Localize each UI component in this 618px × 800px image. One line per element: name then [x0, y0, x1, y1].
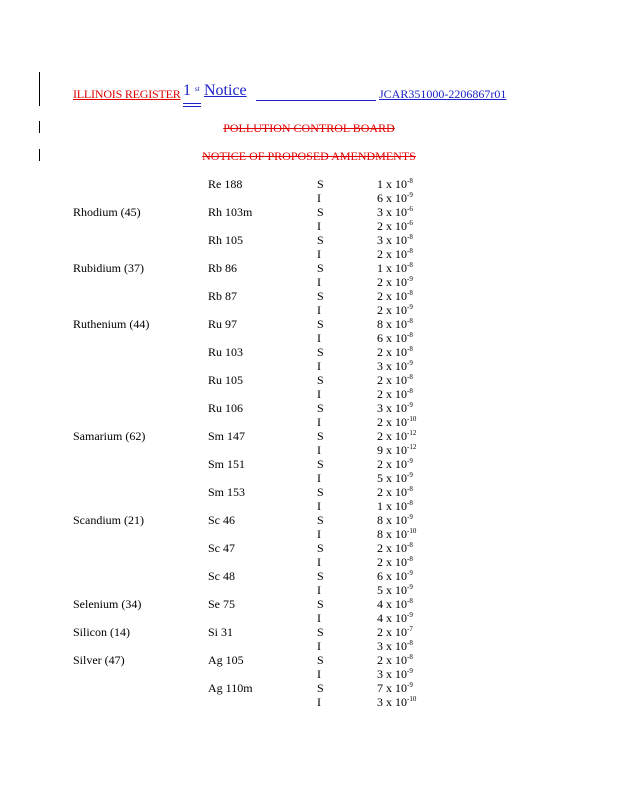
concentration-value: [377, 374, 413, 387]
concentration-value: [377, 584, 413, 597]
value-exponent: -8: [407, 247, 413, 255]
page-header: [73, 82, 593, 108]
concentration-value: [377, 500, 413, 513]
nuclide: Rh 103m: [208, 205, 253, 219]
value-mantissa: 8 x 10: [377, 317, 407, 331]
value-mantissa: 3 x 10: [377, 205, 407, 219]
nuclide: Sm 151: [208, 457, 246, 471]
solubility-class: S: [317, 485, 324, 499]
value-exponent: -9: [407, 401, 413, 409]
table-row: [0, 220, 618, 234]
table-row: [0, 304, 618, 318]
value-mantissa: 3 x 10: [377, 359, 407, 373]
solubility-class: I: [317, 499, 321, 513]
agency-heading: POLLUTION CONTROL BOARD: [223, 121, 395, 135]
concentration-value: [377, 388, 413, 401]
value-mantissa: 1 x 10: [377, 261, 407, 275]
value-mantissa: 3 x 10: [377, 667, 407, 681]
concentration-value: [377, 304, 413, 317]
value-exponent: -9: [407, 359, 413, 367]
solubility-class: I: [317, 555, 321, 569]
double-underline: [183, 103, 201, 104]
solubility-class: S: [317, 569, 324, 583]
solubility-class: I: [317, 583, 321, 597]
nuclide: Se 75: [208, 597, 235, 611]
solubility-class: S: [317, 205, 324, 219]
concentration-value: [377, 556, 413, 569]
solubility-class: I: [317, 639, 321, 653]
solubility-class: S: [317, 401, 324, 415]
solubility-class: S: [317, 457, 324, 471]
value-mantissa: 3 x 10: [377, 401, 407, 415]
concentration-value: [377, 290, 413, 303]
concentration-value: [377, 514, 413, 527]
concentration-value: [377, 542, 413, 555]
edition-suffix: st: [195, 85, 200, 93]
value-mantissa: 2 x 10: [377, 289, 407, 303]
concentration-value: [377, 598, 413, 611]
table-row: [0, 192, 618, 206]
value-exponent: -9: [407, 513, 413, 521]
nuclide: Ru 106: [208, 401, 244, 415]
value-exponent: -9: [407, 667, 413, 675]
table-row: [0, 668, 618, 682]
solubility-class: S: [317, 345, 324, 359]
table-row: [0, 206, 618, 220]
value-exponent: -9: [407, 191, 413, 199]
concentration-value: [377, 402, 413, 415]
concentration-value: [377, 626, 413, 639]
value-mantissa: 4 x 10: [377, 597, 407, 611]
concentration-value: [377, 696, 416, 709]
table-row: [0, 584, 618, 598]
header-rule: [256, 100, 376, 101]
register-title: ILLINOIS REGISTER: [73, 87, 181, 101]
concentration-value: [377, 332, 413, 345]
value-exponent: -8: [407, 541, 413, 549]
concentration-value: [377, 682, 413, 695]
solubility-class: I: [317, 443, 321, 457]
value-exponent: -7: [407, 625, 413, 633]
nuclide: Ru 103: [208, 345, 244, 359]
value-mantissa: 2 x 10: [377, 625, 407, 639]
nuclide: Sc 46: [208, 513, 235, 527]
table-row: [0, 570, 618, 584]
value-exponent: -10: [407, 527, 417, 535]
value-exponent: -9: [407, 275, 413, 283]
nuclide: Ru 97: [208, 317, 238, 331]
concentration-value: [377, 570, 413, 583]
concentration-value: [377, 360, 413, 373]
value-exponent: -9: [407, 583, 413, 591]
table-row: [0, 234, 618, 248]
value-mantissa: 2 x 10: [377, 247, 407, 261]
value-mantissa: 5 x 10: [377, 471, 407, 485]
value-mantissa: 2 x 10: [377, 541, 407, 555]
nuclide: Ag 110m: [208, 681, 253, 695]
solubility-class: I: [317, 359, 321, 373]
solubility-class: S: [317, 233, 324, 247]
nuclide: Sc 48: [208, 569, 235, 583]
value-mantissa: 1 x 10: [377, 177, 407, 191]
edition-number: 1: [183, 82, 191, 99]
concentration-value: [377, 248, 413, 261]
value-mantissa: 2 x 10: [377, 373, 407, 387]
concentration-value: [377, 318, 413, 331]
value-mantissa: 2 x 10: [377, 485, 407, 499]
value-exponent: -8: [407, 387, 413, 395]
solubility-class: I: [317, 331, 321, 345]
change-bar: [39, 72, 40, 106]
table-row: [0, 598, 618, 612]
value-mantissa: 1 x 10: [377, 499, 407, 513]
nuclide: Ru 105: [208, 373, 244, 387]
table-row: [0, 276, 618, 290]
solubility-class: S: [317, 653, 324, 667]
concentration-value: [377, 654, 413, 667]
solubility-class: I: [317, 191, 321, 205]
solubility-class: I: [317, 527, 321, 541]
concentration-value: [377, 206, 413, 219]
table-row: [0, 388, 618, 402]
value-mantissa: 2 x 10: [377, 429, 407, 443]
table-row: [0, 556, 618, 570]
value-exponent: -6: [407, 205, 413, 213]
nuclide: Re 188: [208, 177, 243, 191]
element-name: Samarium (62): [73, 429, 146, 443]
concentration-value: [377, 472, 413, 485]
solubility-class: S: [317, 317, 324, 331]
concentration-value: [377, 640, 413, 653]
concentration-value: [377, 276, 413, 289]
nuclide: Sm 147: [208, 429, 246, 443]
table-row: [0, 402, 618, 416]
value-exponent: -8: [407, 317, 413, 325]
value-mantissa: 2 x 10: [377, 345, 407, 359]
table-row: [0, 640, 618, 654]
solubility-class: S: [317, 177, 324, 191]
double-underline: [183, 106, 201, 107]
table-row: [0, 612, 618, 626]
value-mantissa: 7 x 10: [377, 681, 407, 695]
table-row: [0, 472, 618, 486]
table-row: [0, 430, 618, 444]
value-exponent: -8: [407, 485, 413, 493]
value-mantissa: 2 x 10: [377, 275, 407, 289]
value-mantissa: 3 x 10: [377, 639, 407, 653]
value-exponent: -8: [407, 555, 413, 563]
table-row: [0, 416, 618, 430]
nuclide: Sm 153: [208, 485, 246, 499]
value-exponent: -8: [407, 331, 413, 339]
value-mantissa: 2 x 10: [377, 387, 407, 401]
value-exponent: -8: [407, 289, 413, 297]
value-mantissa: 2 x 10: [377, 303, 407, 317]
solubility-class: I: [317, 303, 321, 317]
element-name: Scandium (21): [73, 513, 144, 527]
table-row: [0, 178, 618, 192]
nuclide: Ag 105: [208, 653, 244, 667]
solubility-class: S: [317, 261, 324, 275]
value-mantissa: 2 x 10: [377, 555, 407, 569]
value-mantissa: 8 x 10: [377, 513, 407, 527]
table-row: [0, 626, 618, 640]
solubility-class: S: [317, 681, 324, 695]
value-exponent: -9: [407, 471, 413, 479]
table-row: [0, 528, 618, 542]
element-name: Rubidium (37): [73, 261, 144, 275]
table-row: [0, 486, 618, 500]
table-row: [0, 346, 618, 360]
value-exponent: -10: [407, 415, 417, 423]
table-row: [0, 248, 618, 262]
value-mantissa: 2 x 10: [377, 457, 407, 471]
concentration-value: [377, 612, 413, 625]
table-row: [0, 318, 618, 332]
nuclide: Rb 86: [208, 261, 238, 275]
value-exponent: -8: [407, 597, 413, 605]
value-exponent: -6: [407, 219, 413, 227]
table-row: [0, 500, 618, 514]
table-row: [0, 514, 618, 528]
value-exponent: -8: [407, 639, 413, 647]
value-exponent: -8: [407, 233, 413, 241]
table-row: [0, 374, 618, 388]
solubility-class: I: [317, 387, 321, 401]
nuclide: Rh 105: [208, 233, 244, 247]
notice-heading: NOTICE OF PROPOSED AMENDMENTS: [202, 149, 416, 163]
value-exponent: -9: [407, 681, 413, 689]
solubility-class: S: [317, 429, 324, 443]
nuclide: Si 31: [208, 625, 234, 639]
concentration-value: [377, 668, 413, 681]
edition-word: Notice: [204, 82, 247, 99]
table-row: [0, 542, 618, 556]
value-mantissa: 6 x 10: [377, 569, 407, 583]
value-exponent: -12: [407, 443, 417, 451]
solubility-class: I: [317, 611, 321, 625]
value-mantissa: 9 x 10: [377, 443, 407, 457]
table-row: [0, 262, 618, 276]
concentration-value: [377, 486, 413, 499]
solubility-class: S: [317, 625, 324, 639]
value-mantissa: 2 x 10: [377, 653, 407, 667]
nuclide: Rb 87: [208, 289, 238, 303]
solubility-class: I: [317, 695, 321, 709]
element-name: Selenium (34): [73, 597, 142, 611]
value-mantissa: 6 x 10: [377, 191, 407, 205]
element-name: Silicon (14): [73, 625, 130, 639]
value-mantissa: 4 x 10: [377, 611, 407, 625]
concentration-value: [377, 192, 413, 205]
table-row: [0, 458, 618, 472]
solubility-class: I: [317, 415, 321, 429]
solubility-class: S: [317, 289, 324, 303]
value-exponent: -8: [407, 499, 413, 507]
concentration-value: [377, 528, 416, 541]
concentration-value: [377, 234, 413, 247]
solubility-class: S: [317, 541, 324, 555]
value-exponent: -9: [407, 611, 413, 619]
value-mantissa: 6 x 10: [377, 331, 407, 345]
value-exponent: -8: [407, 653, 413, 661]
nuclide: Sc 47: [208, 541, 235, 555]
value-exponent: -9: [407, 569, 413, 577]
solubility-class: I: [317, 219, 321, 233]
value-exponent: -9: [407, 303, 413, 311]
solubility-class: I: [317, 275, 321, 289]
table-row: [0, 290, 618, 304]
jcar-code: JCAR351000-2206867r01: [379, 87, 507, 101]
solubility-class: I: [317, 471, 321, 485]
value-exponent: -8: [407, 373, 413, 381]
value-mantissa: 8 x 10: [377, 527, 407, 541]
value-mantissa: 3 x 10: [377, 695, 407, 709]
solubility-class: S: [317, 513, 324, 527]
concentration-value: [377, 262, 413, 275]
concentration-value: [377, 346, 413, 359]
table-row: [0, 444, 618, 458]
value-exponent: -8: [407, 261, 413, 269]
table-row: [0, 682, 618, 696]
element-name: Rhodium (45): [73, 205, 141, 219]
value-exponent: -9: [407, 457, 413, 465]
element-name: Ruthenium (44): [73, 317, 150, 331]
concentration-value: [377, 430, 416, 443]
solubility-class: I: [317, 247, 321, 261]
table-row: [0, 332, 618, 346]
value-exponent: -8: [407, 345, 413, 353]
table-row: [0, 696, 618, 710]
value-mantissa: 5 x 10: [377, 583, 407, 597]
concentration-value: [377, 416, 416, 429]
concentration-value: [377, 178, 413, 191]
element-name: Silver (47): [73, 653, 125, 667]
solubility-class: S: [317, 373, 324, 387]
concentration-value: [377, 458, 413, 471]
solubility-class: S: [317, 597, 324, 611]
value-exponent: -8: [407, 177, 413, 185]
value-mantissa: 2 x 10: [377, 219, 407, 233]
value-mantissa: 2 x 10: [377, 415, 407, 429]
table-row: [0, 360, 618, 374]
value-exponent: -10: [407, 695, 417, 703]
solubility-class: I: [317, 667, 321, 681]
value-exponent: -12: [407, 429, 417, 437]
value-mantissa: 3 x 10: [377, 233, 407, 247]
table-row: [0, 654, 618, 668]
concentration-value: [377, 220, 413, 233]
concentration-value: [377, 444, 416, 457]
